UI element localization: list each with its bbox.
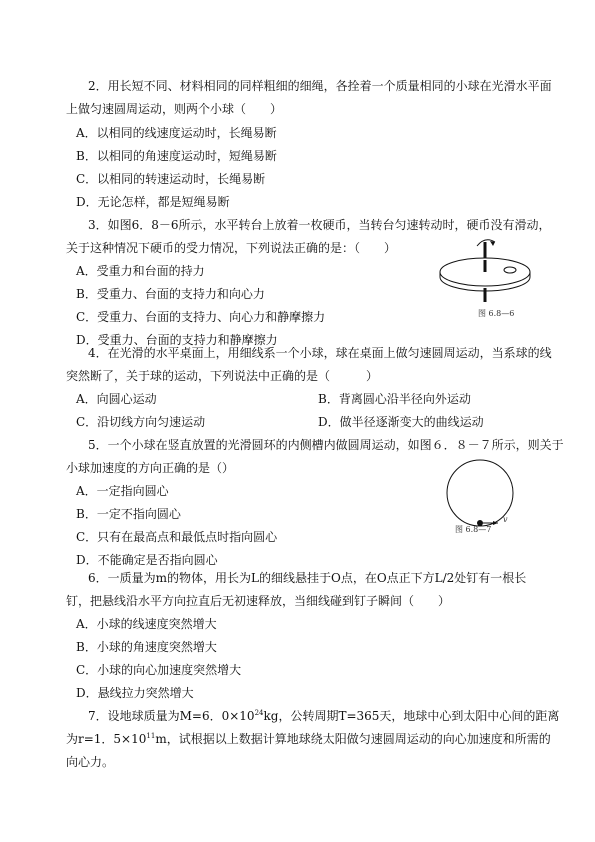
ring-figure (440, 455, 540, 535)
q2-option-d: D．无论怎样，都是短绳易断 (76, 195, 230, 209)
q6-option-b: B．小球的角速度突然增大 (76, 640, 217, 654)
q3-stem-line1: 3．如图6．8－6所示，水平转台上放着一枚硬币，当转台匀速转动时，硬币没有滑动， (88, 218, 551, 232)
q4-stem-line2: 突然断了，关于球的运动，下列说法中正确的是（ ） (66, 369, 379, 383)
q7-distance-exponent: 11 (146, 732, 156, 740)
coin (504, 267, 516, 273)
q3-option-c: C．受重力、台面的支持力、向心力和静摩擦力 (76, 310, 326, 324)
q5-stem-line1: 5．一个小球在竖直放置的光滑圆环的内侧槽内做圆周运动，如图６．８－７所示，则关于 (88, 438, 564, 452)
q4-option-b: B．背离圆心沿半径向外运动 (318, 392, 471, 406)
q7-stem-line2 (66, 731, 551, 747)
q6-option-d: D．悬线拉力突然增大 (76, 686, 194, 700)
q2-stem-line2: 上做匀速圆周运动，则两个小球（ ） (66, 102, 283, 116)
q7-mass-exponent: 24 (254, 709, 264, 717)
q6-option-c: C．小球的向心加速度突然增大 (76, 663, 242, 677)
q6-stem-line1: 6．一质量为m的物体，用长为L的细线悬挂于O点，在O点正下方L/2处钉有一根长 (88, 571, 527, 585)
q2-option-a: A．以相同的线速度运动时，长绳易断 (76, 126, 277, 140)
q3-option-a: A．受重力和台面的持力 (76, 264, 205, 278)
q5-stem-line2: 小球加速度的方向正确的是（） (66, 461, 235, 475)
q7-line1-part-b: kg，公转周期T=365天，地球中心到太阳中心间的距离 (263, 709, 560, 723)
q7-line1-part-a: 7．设地球质量为M=6．0×10 (88, 709, 255, 723)
q6-option-a: A．小球的线速度突然增大 (76, 617, 217, 631)
q5-option-d: D．不能确定是否指向圆心 (76, 553, 218, 567)
q7-stem-line1 (88, 708, 559, 724)
q4-option-c: C．沿切线方向匀速运动 (76, 415, 206, 429)
q2-option-c: C．以相同的转速运动时，长绳易断 (76, 172, 266, 186)
q4-option-a: A．向圆心运动 (76, 392, 157, 406)
q2-option-b: B．以相同的角速度运动时，短绳易断 (76, 149, 277, 163)
figure-caption-6-8-6: 图 6.8—6 (478, 309, 515, 318)
figure-caption-6-8-7: 图 6.8—7 (455, 525, 492, 534)
q3-stem-line2: 关于这种情况下硬币的受力情况，下列说法正确的是：（ ） (66, 241, 397, 255)
q7-stem-line3: 向心力。 (66, 755, 115, 769)
q5-option-b: B．一定不指向圆心 (76, 507, 181, 521)
q3-option-d: D．受重力、台面的支持力和静摩擦力 (76, 333, 278, 347)
q5-option-c: C．只有在最高点和最低点时指向圆心 (76, 530, 278, 544)
q6-stem-line2: 钉，把悬线沿水平方向拉直后无初速释放，当细线碰到钉子瞬间（ ） (66, 594, 451, 608)
q4-option-d: D．做半径逐渐变大的曲线运动 (318, 415, 484, 429)
q3-option-b: B．受重力、台面的支持力和向心力 (76, 287, 265, 301)
q7-line2-part-b: m，试根据以上数据计算地球绕太阳做匀速圆周运动的向心加速度和所需的 (155, 732, 551, 746)
velocity-label: v (503, 515, 508, 524)
turntable-figure (435, 232, 540, 312)
q5-option-a: A．一定指向圆心 (76, 484, 169, 498)
q7-line2-part-a: 为r=1．5×10 (66, 732, 147, 746)
q4-stem-line1: 4．在光滑的水平桌面上，用细线系一个小球，球在桌面上做匀速圆周运动，当系球的线 (88, 346, 552, 360)
q2-stem-line1: 2．用长短不同、材料相同的同样粗细的细绳，各拴着一个质量相同的小球在光滑水平面 (88, 79, 552, 93)
